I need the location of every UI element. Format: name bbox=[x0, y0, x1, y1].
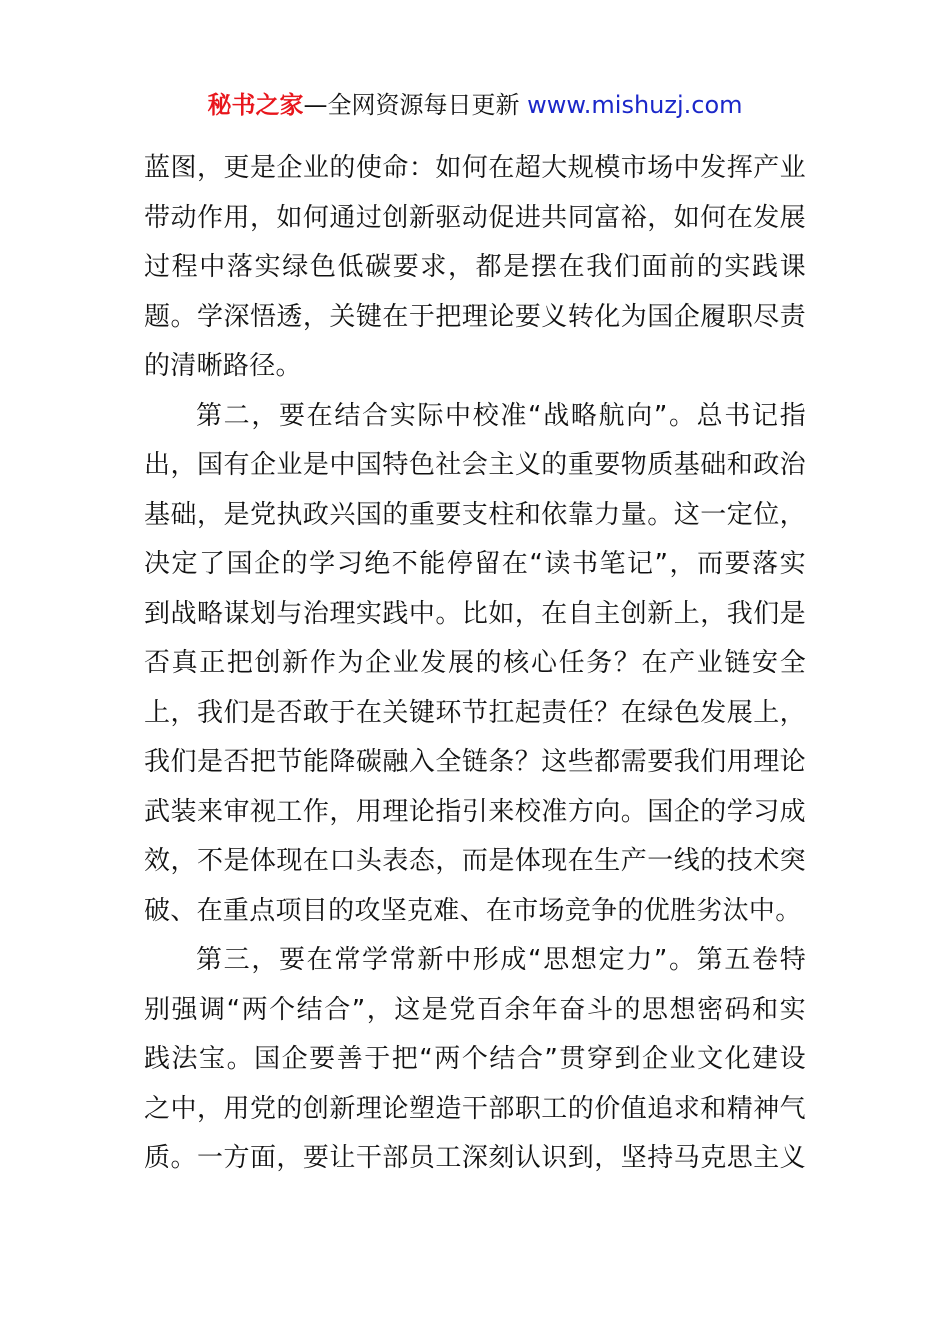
text-line: 质。一方面，要让干部员工深刻认识到，坚持马克思主义 bbox=[144, 1143, 806, 1173]
text-line: 决定了国企的学习绝不能停留在“读书笔记”，而要落实 bbox=[144, 549, 806, 579]
text-line: 之中，用党的创新理论塑造干部职工的价值追求和精神气 bbox=[144, 1093, 806, 1124]
site-url-link[interactable]: www.mishuzj.com bbox=[527, 91, 743, 119]
text-line: 否真正把创新作为企业发展的核心任务？在产业链安全 bbox=[144, 648, 806, 678]
text-line: 蓝图，更是企业的使命：如何在超大规模市场中发挥产业 bbox=[144, 153, 806, 183]
text-line: 的清晰路径。 bbox=[144, 351, 302, 381]
text-line: 基础，是党执政兴国的重要支柱和依靠力量。这一定位， bbox=[144, 499, 806, 530]
site-brand: 秘书之家 bbox=[207, 91, 304, 119]
paragraph bbox=[144, 392, 806, 937]
text-line: 破、在重点项目的攻坚克难、在市场竞争的优胜劣汰中。 bbox=[144, 895, 802, 926]
text-line: 别强调“两个结合”，这是党百余年奋斗的思想密码和实 bbox=[144, 994, 806, 1025]
text-line: 出，国有企业是中国特色社会主义的重要物质基础和政治 bbox=[144, 450, 806, 480]
text-line: 题。学深悟透，关键在于把理论要义转化为国企履职尽责 bbox=[144, 301, 806, 332]
text-line: 过程中落实绿色低碳要求，都是摆在我们面前的实践课 bbox=[144, 252, 806, 282]
paragraph bbox=[144, 936, 806, 1184]
text-line: 我们是否把节能降碳融入全链条？这些都需要我们用理论 bbox=[144, 747, 806, 777]
text-line: 第三，要在常学常新中形成“思想定力”。第五卷特 bbox=[196, 945, 806, 975]
text-line: 效，不是体现在口头表态，而是体现在生产一线的技术突 bbox=[144, 846, 806, 876]
text-line: 践法宝。国企要善于把“两个结合”贯穿到企业文化建设 bbox=[144, 1044, 806, 1074]
text-line: 武装来审视工作，用理论指引来校准方向。国企的学习成 bbox=[144, 796, 806, 827]
text-line: 上，我们是否敢于在关键环节扛起责任？在绿色发展上， bbox=[144, 697, 806, 728]
text-line: 到战略谋划与治理实践中。比如，在自主创新上，我们是 bbox=[144, 598, 806, 629]
text-line: 带动作用，如何通过创新驱动促进共同富裕，如何在发展 bbox=[144, 202, 806, 233]
header-tagline: —全网资源每日更新 bbox=[303, 91, 528, 119]
page-header bbox=[0, 88, 950, 122]
paragraph bbox=[144, 144, 806, 392]
document-body bbox=[144, 144, 806, 1184]
text-line: 第二，要在结合实际中校准“战略航向”。总书记指 bbox=[196, 400, 806, 431]
